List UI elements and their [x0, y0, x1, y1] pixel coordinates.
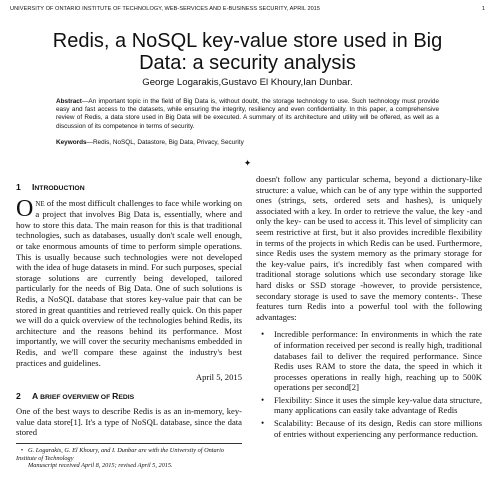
list-item: • Incredible performance: In environments in which the rate of information received per second is really high, traditional databases fail to deliver the required performance. Since Redis uses RAM to store the data, the speed in which it processes operations in really high, reaching up to 500K operations per second[2]	[261, 329, 482, 393]
keywords-text: —Redis, NoSQL, Datastore, Big Data, Privacy, Security	[86, 139, 244, 146]
advantages-list	[256, 329, 482, 439]
keywords	[56, 139, 439, 146]
section-2-number: 2	[16, 390, 21, 401]
overview-paragraph: doesn't follow any particular schema, beyond a dictionary-like structure: a value, which can be of any type within the supported ones (strings, sets, ordered sets and hashes), is uniquely associated with a key. In order to retrieve the value, the key -and only the key- can be used to access it. This level of simplicity can seem restrictive at first, but it also provides incredible flexibility in terms of the projects in which Redis can be used. Furthermore, since Redis uses the system memory as the primary storage for the key-value pairs, it's incredibly fast when compared with traditional storage solutions which use secondary storage like hard disks or SSD storage -however, to provide persistence, secondary storage is used to save the memory contents-. These features turn Redis into a powerful tool with the following advantages:	[256, 174, 482, 322]
bullet-icon: •	[261, 394, 265, 405]
left-column	[16, 174, 242, 472]
list-item: • Flexibility: Since it uses the simple key-value data structure, many applications can easily take advantage of Redis	[261, 394, 482, 416]
section-2-heading: 2 A BRIEF OVERVIEW OF REDIS	[16, 390, 135, 401]
authors: George Logarakis,Gustavo El Khoury,Ian Dunbar.	[142, 77, 353, 88]
ornament-icon: ✦	[243, 158, 252, 168]
footnote-affiliation: • G. Logarakis, G. El Khoury, and I. Dunbar are with the University of Ontario Institute of Technology	[16, 447, 225, 462]
bullet-icon: •	[261, 329, 265, 340]
title-line-1: Redis, a NoSQL key-value store used in Big	[52, 30, 443, 52]
paper-title	[20, 30, 475, 74]
footnote-rule	[16, 443, 242, 444]
dropcap: O	[16, 195, 34, 222]
section-2-paragraph: One of the best ways to describe Redis is as an in-memory, key-value data store[1]. It's a type of NoSQL database, since the data stored	[16, 406, 242, 438]
page-number: 1	[481, 6, 485, 12]
bullet-icon: •	[20, 447, 24, 455]
running-title: UNIVERSITY OF ONTARIO INSTITUTE OF TECHNOLOGY, WEB-SERVICES AND E-BUSINESS SECURITY, APRIL 2015	[10, 6, 321, 12]
running-header	[10, 6, 485, 12]
footnote-manuscript: Manuscript received April 8, 2015; revised April 5, 2015.	[28, 462, 173, 470]
date-line: April 5, 2015	[195, 372, 242, 383]
bullet-icon: •	[261, 418, 265, 429]
abstract-text: —An important topic in the field of Big Data is, without doubt, the storage technology to use. Such technology must provide easy and fast access to the datasets, while ensuring the integrity, resiliency and even confidentiality. In this paper, a comprehensive review of Redis, a data store used in Big Data will be executed. A summary of its architecture and utility will be offered, as well as a discussion of its competence in terms of security.	[56, 98, 439, 130]
section-1-heading: 1 INTRODUCTION	[16, 182, 85, 192]
section-1-paragraph: ONE of the most difficult challenges to face while working on a project that involves Big Data is, essentially, where and how to store this data. The main reason for this is that traditional technologies, such as databases, usually don't scale well enough, or take enormous amounts of time to perform simple operations. This is usually because such technologies were not developed with the idea of huge datasets in mind. For such purposes, special storage solutions are currently being developed, tailored particularly for the needs of Big Data. One of such solutions is Redis, a NoSQL database that stores key-value pair that can be stored in great quantities and retrieved really quick. On this paper we will do a quick overview of the technologies behind Redis, its architecture and the reasons behind its performance. Most importantly, we will cover the security mechanisms embedded in Redis, and we'll compare these against the industry's best practices and guidelines.	[16, 195, 242, 368]
keywords-label: Keywords	[56, 139, 87, 146]
section-1-number: 1	[16, 182, 21, 192]
right-column	[256, 174, 482, 441]
title-line-2: Data: a security analysis	[139, 52, 356, 74]
abstract	[56, 98, 439, 131]
list-item: • Scalability: Because of its design, Redis can store millions of entries without experiencing any performance reduction.	[261, 418, 482, 439]
abstract-label: Abstract	[56, 98, 82, 105]
